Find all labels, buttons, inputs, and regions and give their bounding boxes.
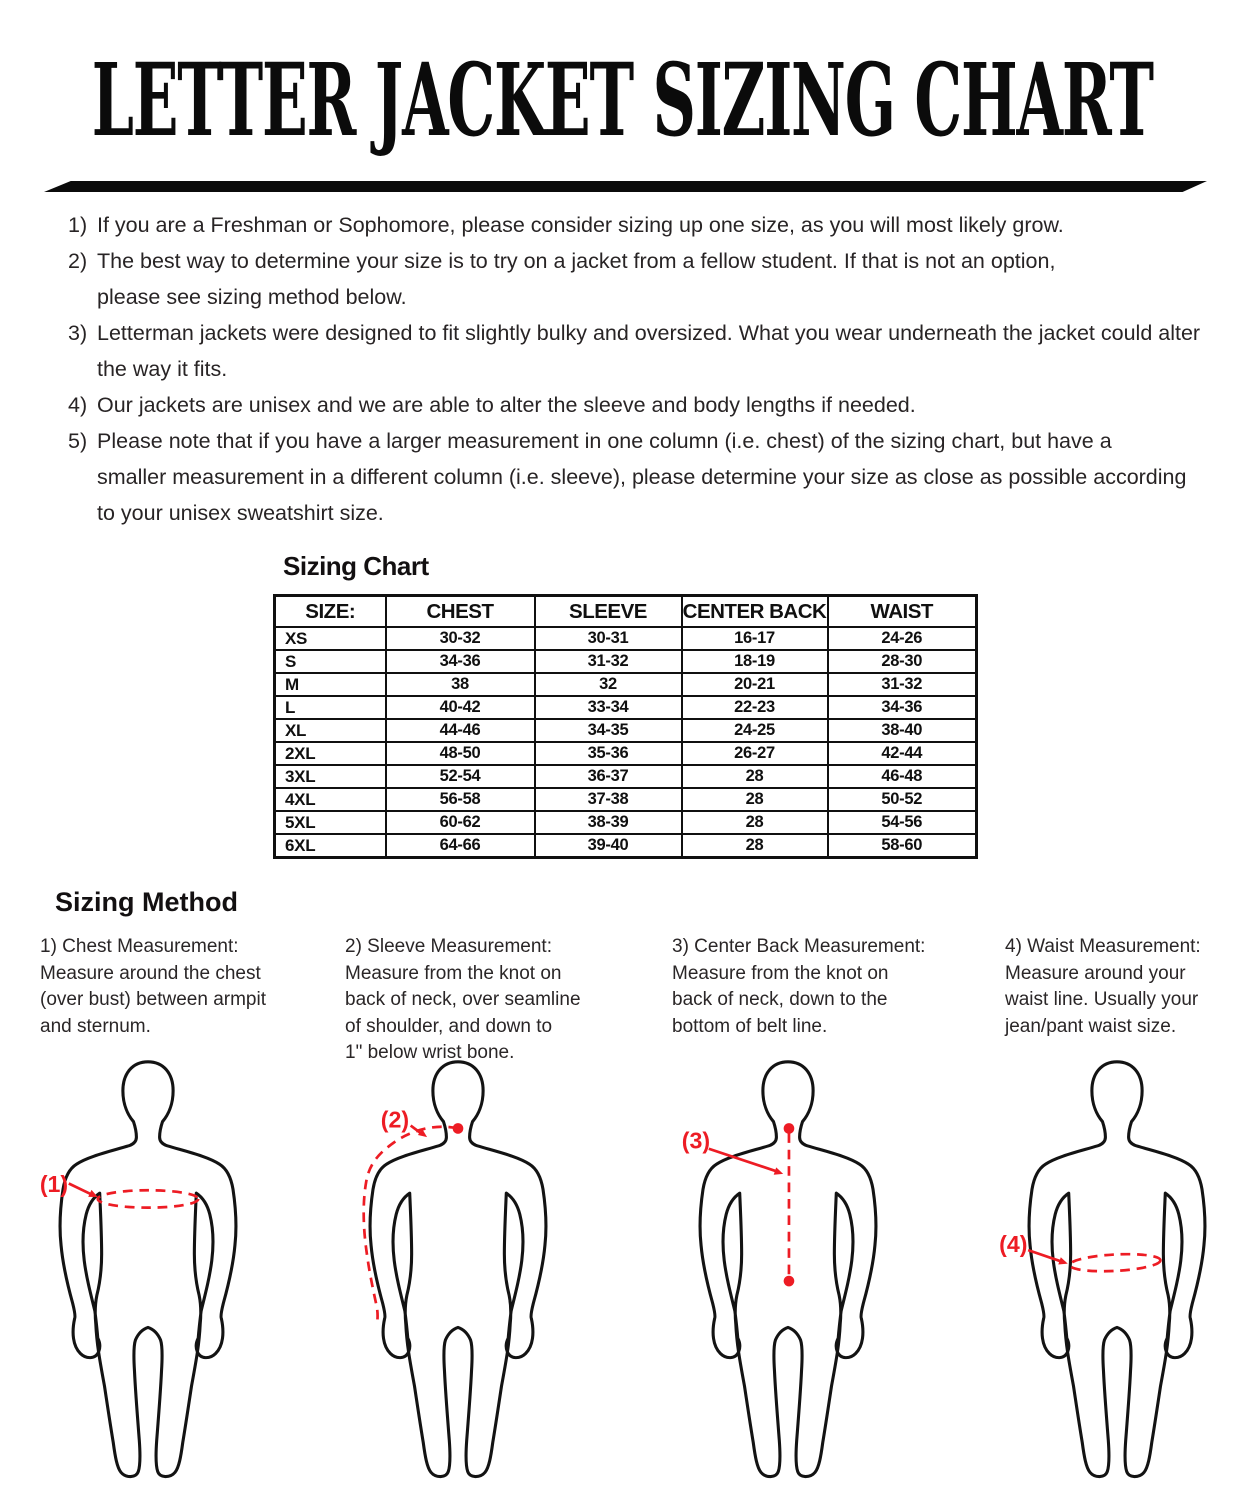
value-cell: 46-48 [828, 765, 977, 788]
value-cell: 35-36 [535, 742, 682, 765]
method-line: back of neck, down to the [672, 989, 888, 1010]
sizing-table-head [275, 596, 977, 628]
annotation-label-1: (1) [39, 1171, 69, 1198]
value-cell: 31-32 [535, 650, 682, 673]
title-divider-bar [44, 181, 1207, 192]
belt-line-dot [784, 1276, 795, 1287]
value-cell: 16-17 [682, 627, 828, 650]
annotation-label-4: (4) [999, 1231, 1028, 1258]
value-cell: 28 [682, 788, 828, 811]
method-line: (over bust) between armpit [40, 989, 266, 1010]
note-text [97, 243, 1213, 315]
method-line: Measure around the chest [40, 962, 261, 984]
size-cell: XL [275, 719, 386, 742]
figure-chest-measurement [3, 1056, 293, 1481]
table-row [275, 627, 977, 650]
method-line: back of neck, over seamline [345, 989, 581, 1010]
note-text [97, 387, 1213, 423]
note-number: 2) [68, 249, 88, 273]
value-cell: 28 [682, 811, 828, 834]
value-cell: 28 [682, 765, 828, 788]
note-line: If you are a Freshman or Sophomore, please consider sizing up one size, as you will most likely grow. [97, 213, 1064, 237]
method-line: 1" below wrist bone. [345, 1042, 515, 1063]
method-line: 1) Chest Measurement: [40, 936, 239, 957]
value-cell: 56-58 [386, 788, 535, 811]
note-number: 4) [68, 393, 88, 417]
value-cell: 44-46 [386, 719, 535, 742]
header-row [275, 596, 977, 628]
value-cell: 28 [682, 834, 828, 858]
table-row [275, 650, 977, 673]
note-item [68, 315, 1213, 387]
size-cell: M [275, 673, 386, 696]
value-cell: 38 [386, 673, 535, 696]
note-line: to your unisex sweatshirt size. [97, 501, 384, 525]
method-line: 3) Center Back Measurement: [672, 936, 926, 957]
annotation-arrowhead [1058, 1257, 1067, 1264]
body-silhouette [60, 1062, 236, 1477]
value-cell: 40-42 [386, 696, 535, 719]
table-row [275, 811, 977, 834]
note-line: The best way to determine your size is to try on a jacket from a fellow student. If that is not an option, [97, 249, 1056, 273]
note-text [97, 315, 1213, 387]
column-header: WAIST [828, 596, 977, 628]
column-header: SLEEVE [535, 596, 682, 628]
body-figure-3 [643, 1056, 933, 1481]
value-cell: 54-56 [828, 811, 977, 834]
method-line: Measure around your [1005, 962, 1186, 984]
note-number: 5) [68, 429, 88, 453]
method-line: Measure from the knot on [672, 962, 889, 984]
table-row [275, 696, 977, 719]
size-cell: L [275, 696, 386, 719]
value-cell: 36-37 [535, 765, 682, 788]
page-title: LETTER JACKET SIZING CHART [91, 41, 1154, 159]
value-cell: 30-32 [386, 627, 535, 650]
note-item [68, 387, 1213, 423]
sizing-method-heading: Sizing Method [55, 887, 238, 917]
method-line: waist line. Usually your [1005, 989, 1199, 1010]
method-column [1005, 934, 1243, 1040]
figure-sleeve-measurement [313, 1056, 603, 1481]
figure-center-back-measurement [643, 1056, 933, 1481]
note-number: 1) [68, 213, 88, 237]
table-row [275, 673, 977, 696]
neck-knot-dot [453, 1123, 464, 1134]
method-line: 2) Sleeve Measurement: [345, 936, 552, 957]
value-cell: 64-66 [386, 834, 535, 858]
note-text [97, 423, 1213, 531]
method-line: and sternum. [40, 1015, 151, 1037]
notes-list [68, 207, 1213, 531]
value-cell: 52-54 [386, 765, 535, 788]
method-line: Measure from the knot on [345, 962, 562, 984]
value-cell: 38-40 [828, 719, 977, 742]
method-line: jean/pant waist size. [1005, 1015, 1177, 1037]
method-line: of shoulder, and down to [345, 1015, 553, 1037]
note-text [97, 207, 1213, 243]
title-row [0, 41, 1245, 159]
note-number: 3) [68, 321, 88, 345]
method-column [345, 934, 630, 1067]
method-line: 4) Waist Measurement: [1005, 936, 1201, 957]
body-figure-1 [3, 1056, 293, 1481]
value-cell: 18-19 [682, 650, 828, 673]
value-cell: 42-44 [828, 742, 977, 765]
value-cell: 33-34 [535, 696, 682, 719]
value-cell: 30-31 [535, 627, 682, 650]
annotation-label-3: (3) [681, 1127, 711, 1154]
value-cell: 37-38 [535, 788, 682, 811]
note-line: smaller measurement in a different column (i.e. sleeve), please determine your size as close as possible according [97, 465, 1187, 489]
body-silhouette [1029, 1062, 1205, 1477]
column-header: CENTER BACK [682, 596, 828, 628]
note-item [68, 207, 1213, 243]
table-row [275, 742, 977, 765]
figure-waist-measurement [972, 1056, 1245, 1481]
sizing-table [273, 594, 978, 859]
method-column [672, 934, 957, 1040]
value-cell: 26-27 [682, 742, 828, 765]
value-cell: 34-36 [386, 650, 535, 673]
note-line: the way it fits. [97, 357, 228, 381]
note-item [68, 243, 1213, 315]
size-cell: 6XL [275, 834, 386, 858]
note-line: Please note that if you have a larger measurement in one column (i.e. chest) of the sizing chart, but have a [97, 429, 1112, 453]
value-cell: 32 [535, 673, 682, 696]
table-row [275, 719, 977, 742]
value-cell: 28-30 [828, 650, 977, 673]
sizing-table-body [275, 627, 977, 858]
note-line: Our jackets are unisex and we are able to alter the sleeve and body lengths if needed. [97, 393, 916, 417]
size-cell: 2XL [275, 742, 386, 765]
note-item [68, 423, 1213, 531]
size-cell: S [275, 650, 386, 673]
body-figure-2 [313, 1056, 603, 1481]
value-cell: 34-35 [535, 719, 682, 742]
value-cell: 38-39 [535, 811, 682, 834]
size-cell: 4XL [275, 788, 386, 811]
size-cell: 5XL [275, 811, 386, 834]
note-line: Letterman jackets were designed to fit slightly bulky and oversized. What you wear underneath the jacket could alter [97, 321, 1201, 345]
body-figure-4 [972, 1056, 1245, 1481]
value-cell: 60-62 [386, 811, 535, 834]
value-cell: 48-50 [386, 742, 535, 765]
value-cell: 24-26 [828, 627, 977, 650]
sizing-chart-heading: Sizing Chart [283, 551, 429, 581]
value-cell: 24-25 [682, 719, 828, 742]
table-row [275, 788, 977, 811]
value-cell: 22-23 [682, 696, 828, 719]
size-cell: 3XL [275, 765, 386, 788]
annotation-label-2: (2) [380, 1106, 410, 1133]
table-row [275, 765, 977, 788]
value-cell: 39-40 [535, 834, 682, 858]
value-cell: 58-60 [828, 834, 977, 858]
size-cell: XS [275, 627, 386, 650]
table-row [275, 834, 977, 858]
column-header: CHEST [386, 596, 535, 628]
method-line: bottom of belt line. [672, 1015, 828, 1037]
value-cell: 20-21 [682, 673, 828, 696]
method-column [40, 934, 325, 1040]
value-cell: 31-32 [828, 673, 977, 696]
value-cell: 34-36 [828, 696, 977, 719]
note-line: please see sizing method below. [97, 285, 407, 309]
value-cell: 50-52 [828, 788, 977, 811]
column-header: SIZE: [275, 596, 386, 628]
neck-knot-dot [784, 1123, 795, 1134]
